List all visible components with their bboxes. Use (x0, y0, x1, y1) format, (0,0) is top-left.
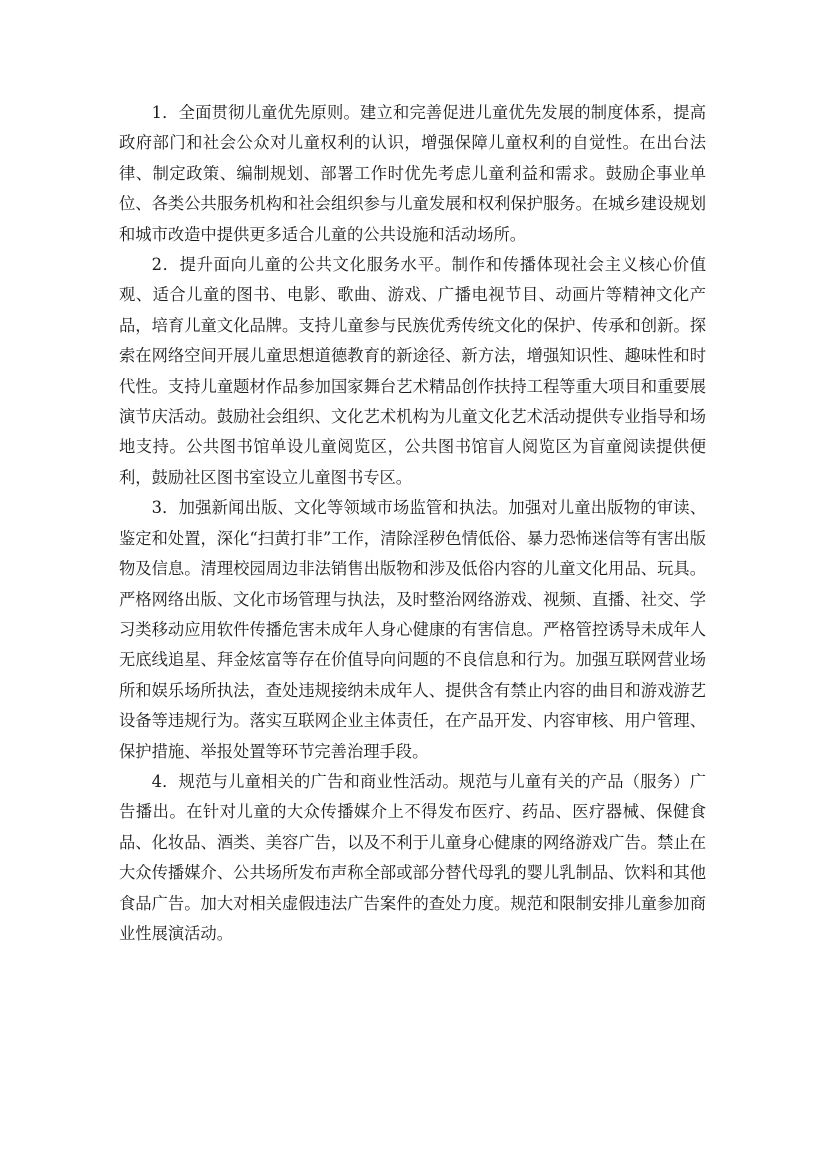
paragraph-1: 1．全面贯彻儿童优先原则。建立和完善促进儿童优先发展的制度体系，提高政府部门和社会公众对儿童权利的认识，增强保障儿童权利的自觉性。在出台法律、制定政策、编制规划、部署工作时优先考虑儿童利益和需求。鼓励企事业单位、各类公共服务机构和社会组织参与儿童发展和权利保护服务。在城乡建设规划和城市改造中提供更多适合儿童的公共设施和活动场所。 (119, 103, 706, 244)
document-body (119, 98, 706, 949)
paragraph-3: 3．加强新闻出版、文化等领域市场监管和执法。加强对儿童出版物的审读、鉴定和处置，深化“扫黄打非”工作，清除淫秽色情低俗、暴力恐怖迷信等有害出版物及信息。清理校园周边非法销售出版物和涉及低俗内容的儿童文化用品、玩具。严格网络出版、文化市场管理与执法，及时整治网络游戏、视频、直播、社交、学习类移动应用软件传播危害未成年人身心健康的有害信息。严格管控诱导未成年人无底线追星、拜金炫富等存在价值导向问题的不良信息和行为。加强互联网营业场所和娱乐场所执法，查处违规接纳未成年人、提供含有禁止内容的曲目和游戏游艺设备等违规行为。落实互联网企业主体责任，在产品开发、内容审核、用户管理、保护措施、举报处置等环节完善治理手段。 (119, 498, 706, 761)
paragraph-4: 4．规范与儿童相关的广告和商业性活动。规范与儿童有关的产品（服务）广告播出。在针对儿童的大众传播媒介上不得发布医疗、药品、医疗器械、保健食品、化妆品、酒类、美容广告，以及不利于儿童身心健康的网络游戏广告。禁止在大众传播媒介、公共场所发布声称全部或部分替代母乳的婴儿乳制品、饮料和其他食品广告。加大对相关虚假违法广告案件的查处力度。规范和限制安排儿童参加商业性展演活动。 (119, 771, 706, 943)
paragraph-2: 2．提升面向儿童的公共文化服务水平。制作和传播体现社会主义核心价值观、适合儿童的图书、电影、歌曲、游戏、广播电视节目、动画片等精神文化产品，培育儿童文化品牌。支持儿童参与民族优秀传统文化的保护、传承和创新。探索在网络空间开展儿童思想道德教育的新途径、新方法，增强知识性、趣味性和时代性。支持儿童题材作品参加国家舞台艺术精品创作扶持工程等重大项目和重要展演节庆活动。鼓励社会组织、文化艺术机构为儿童文化艺术活动提供专业指导和场地支持。公共图书馆单设儿童阅览区，公共图书馆盲人阅览区为盲童阅读提供便利，鼓励社区图书室设立儿童图书专区。 (119, 255, 706, 487)
